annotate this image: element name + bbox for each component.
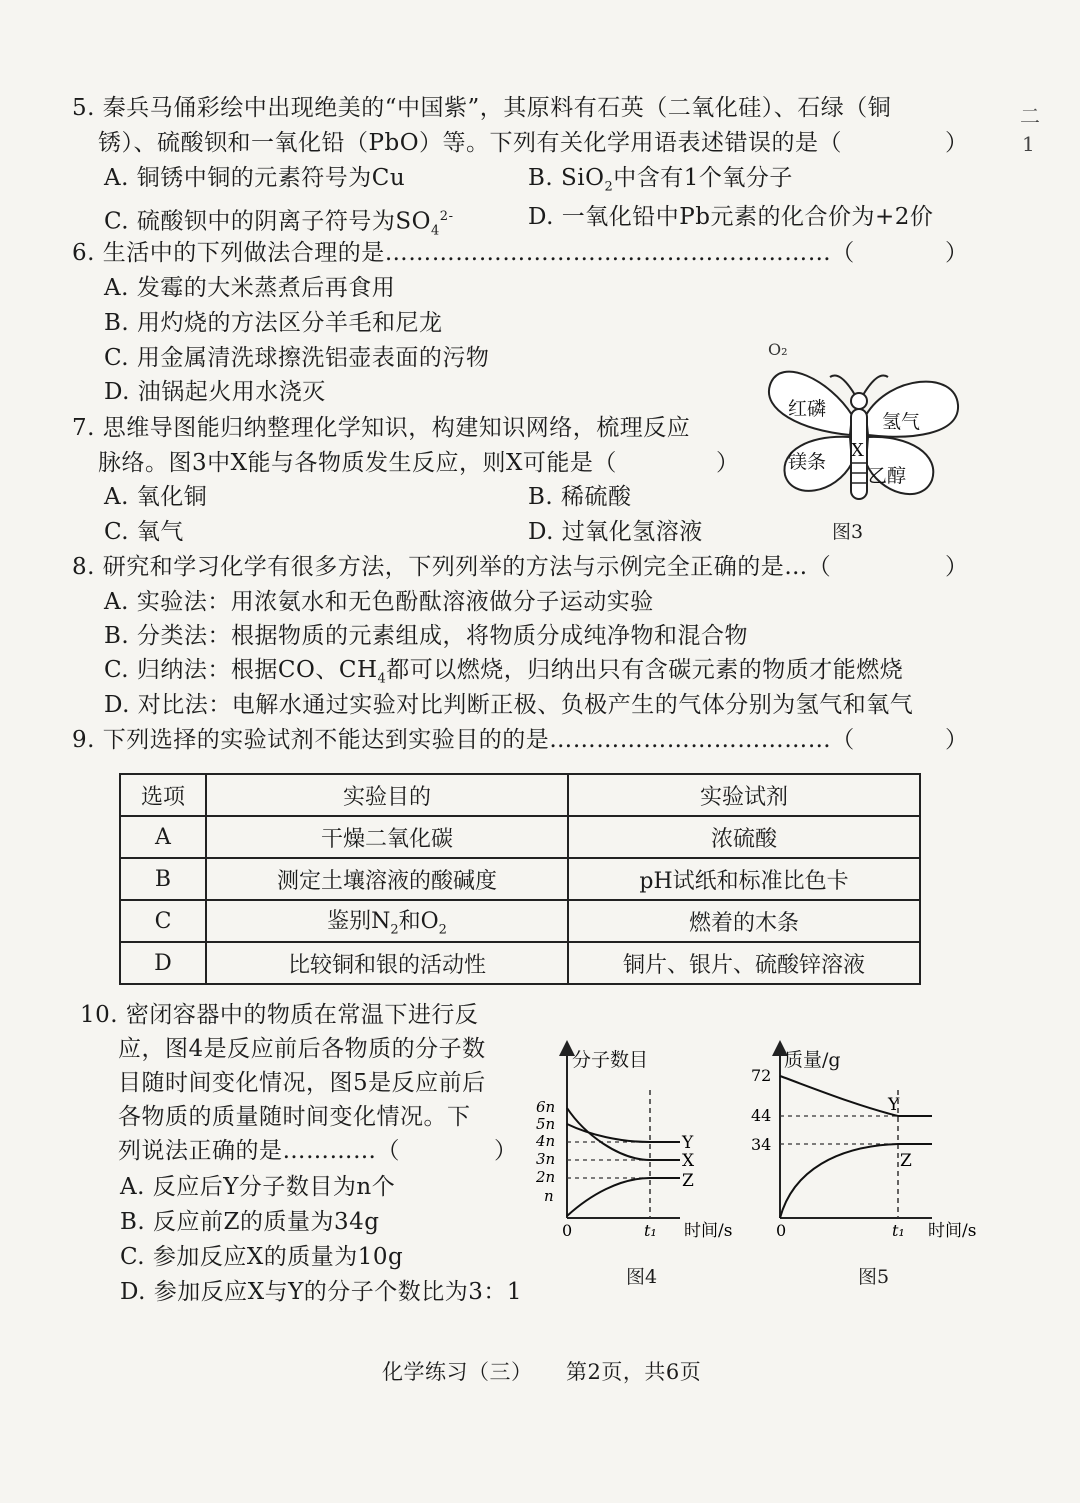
fig3-caption: 图3 <box>832 521 864 543</box>
fig5-curve-y <box>780 1076 932 1116</box>
q6-stem: 6. 生活中的下列做法合理的是…………………………………………………（ <box>72 240 855 266</box>
q5-option-a: A. 铜锈中铜的元素符号为Cu <box>104 165 406 191</box>
q10-stem-line2: 应，图4是反应前后各物质的分子数 <box>118 1036 486 1062</box>
cell-option: A <box>120 816 206 858</box>
fig4-ytick-4n: 4n <box>536 1132 556 1150</box>
fig3-x-label: X <box>851 440 864 461</box>
q10-stem-line3: 目随时间变化情况，图5是反应前后 <box>118 1070 486 1096</box>
fig4-origin: 0 <box>562 1221 573 1240</box>
q6-option-b: B. 用灼烧的方法区分羊毛和尼龙 <box>104 310 443 336</box>
fig4-xlabel: 时间/s <box>684 1221 733 1241</box>
q9-stem: 9. 下列选择的实验试剂不能达到实验目的的是………………………………（ <box>72 727 855 753</box>
q10-option-c: C. 参加反应X的质量为10g <box>120 1244 404 1270</box>
fig4-curve-x <box>567 1108 680 1160</box>
cell-purpose: 干燥二氧化碳 <box>206 816 568 858</box>
fig4-ytick-5n: 5n <box>536 1115 556 1133</box>
fig4-ytick-2n: 2n <box>536 1168 556 1186</box>
cell-reagent: 浓硫酸 <box>568 816 920 858</box>
cell-reagent: pH试纸和标准比色卡 <box>568 858 920 900</box>
fig3-label-ethanol: 乙醇 <box>868 465 907 487</box>
q7-option-a: A. 氧化铜 <box>104 484 208 510</box>
figure-3-butterfly <box>760 335 970 510</box>
q7-stem-line1: 7. 思维导图能归纳整理化学知识，构建知识网络，梳理反应 <box>72 415 691 441</box>
fig5-t1: t₁ <box>892 1221 905 1240</box>
cell-option: B <box>120 858 206 900</box>
antenna-right <box>863 375 888 395</box>
fig4-series-z: Z <box>682 1171 694 1191</box>
q6-option-a: A. 发霉的大米蒸煮后再食用 <box>104 275 396 301</box>
header-purpose: 实验目的 <box>206 774 568 816</box>
fig4-ylabel: 分子数目 <box>572 1049 649 1071</box>
fig3-label-red-phosphorus: 红磷 <box>788 398 827 420</box>
fig5-series-y: Y <box>888 1095 900 1115</box>
cell-purpose: 比较铜和银的活动性 <box>206 942 568 984</box>
fig4-series-y: Y <box>682 1133 694 1153</box>
fig4-caption: 图4 <box>626 1266 658 1288</box>
q8-answer-paren: ） <box>945 554 968 580</box>
q7-answer-paren: ） <box>716 450 739 476</box>
q6-option-d: D. 油锅起火用水浇灭 <box>104 379 326 405</box>
q5-stem-line2: 锈）、硫酸钡和一氧化铅（PbO）等。下列有关化学用语表述错误的是（ <box>98 130 843 156</box>
edge-mark-top: 二 <box>1020 104 1040 128</box>
header-reagent: 实验试剂 <box>568 774 920 816</box>
q10-option-b: B. 反应前Z的质量为34g <box>120 1209 380 1235</box>
q10-stem-line5: 列说法正确的是…………（ <box>118 1138 400 1164</box>
fig4-t1: t₁ <box>644 1221 657 1240</box>
q5-answer-paren: ） <box>945 130 968 156</box>
q5-option-c: C. 硫酸钡中的阴离子符号为$SO_4^{2-}$ <box>104 208 454 239</box>
q7-option-b: B. 稀硫酸 <box>528 484 632 510</box>
fig3-corner-mark: O₂ <box>768 340 788 359</box>
fig5-ytick-72: 72 <box>751 1066 772 1085</box>
cell-reagent: 燃着的木条 <box>568 900 920 942</box>
q5-option-b: B. SiO$_2$中含有1个氧分子 <box>528 165 793 195</box>
q10-answer-paren: ） <box>494 1138 517 1164</box>
fig5-caption: 图5 <box>858 1266 890 1288</box>
q8-option-c: C. 归纳法：根据CO、$CH_4$都可以燃烧，归纳出只有含碳元素的物质才能燃烧 <box>104 657 904 687</box>
q5-stem-line1: 5. 秦兵马俑彩绘中出现绝美的“中国紫”，其原料有石英（二氧化硅）、石绿（铜 <box>72 95 892 121</box>
q7-option-c: C. 氧气 <box>104 519 184 545</box>
fig5-series-z: Z <box>900 1151 912 1171</box>
q10-stem-line1: 10. 密闭容器中的物质在常温下进行反 <box>80 1002 479 1028</box>
header-option: 选项 <box>120 774 206 816</box>
q5-option-d: D. 一氧化铅中Pb元素的化合价为+2价 <box>528 204 934 230</box>
q8-option-a: A. 实验法：用浓氨水和无色酚酞溶液做分子运动实验 <box>104 589 654 615</box>
q9-answer-paren: ） <box>945 727 968 753</box>
table-row <box>120 858 920 900</box>
q6-answer-paren: ） <box>945 240 968 266</box>
q10-stem-line4: 各物质的质量随时间变化情况。下 <box>118 1104 471 1130</box>
cell-option: D <box>120 942 206 984</box>
fig4-series-x: X <box>682 1151 695 1171</box>
fig4-curve-y <box>567 1124 680 1142</box>
fig5-ylabel: 质量/g <box>784 1049 841 1071</box>
antenna-left <box>830 375 855 395</box>
fig4-curve-z <box>567 1178 680 1216</box>
fig5-xlabel: 时间/s <box>928 1221 977 1241</box>
fig4-ytick-6n: 6n <box>536 1098 556 1116</box>
q7-stem-line2: 脉络。图3中X能与各物质发生反应，则X可能是（ <box>98 450 617 476</box>
q10-option-d: D. 参加反应X与Y的分子个数比为3：1 <box>120 1279 523 1305</box>
q9-options-table <box>119 773 921 985</box>
figure-4-molecule-count-chart <box>530 1040 750 1250</box>
fig5-ytick-34: 34 <box>751 1135 772 1154</box>
table-row <box>120 816 920 858</box>
fig5-origin: 0 <box>776 1221 787 1240</box>
q6-option-c: C. 用金属清洗球擦洗铝壶表面的污物 <box>104 345 490 371</box>
cell-purpose: 测定土壤溶液的酸碱度 <box>206 858 568 900</box>
footer-page-number: 第2页，共6页 <box>566 1360 702 1384</box>
q10-option-a: A. 反应后Y分子数目为n个 <box>120 1174 396 1200</box>
q8-option-d: D. 对比法：电解水通过实验对比判断正极、负极产生的气体分别为氢气和氧气 <box>104 692 914 718</box>
fig4-ytick-n: n <box>544 1187 554 1205</box>
table-row <box>120 900 920 942</box>
fig5-ytick-44: 44 <box>751 1106 772 1125</box>
table-header-row <box>120 774 920 816</box>
q7-option-d: D. 过氧化氢溶液 <box>528 519 703 545</box>
table-row <box>120 942 920 984</box>
footer-title: 化学练习（三） <box>382 1360 533 1384</box>
fig3-label-hydrogen: 氢气 <box>882 411 921 433</box>
edge-mark-bottom: 1 <box>1022 132 1035 156</box>
figure-5-mass-chart <box>748 1040 998 1250</box>
fig4-ytick-3n: 3n <box>536 1150 556 1168</box>
q8-option-b: B. 分类法：根据物质的元素组成，将物质分成纯净物和混合物 <box>104 623 749 649</box>
cell-reagent: 铜片、银片、硫酸锌溶液 <box>568 942 920 984</box>
fig3-label-magnesium: 镁条 <box>788 451 827 473</box>
q8-stem: 8. 研究和学习化学有很多方法，下列列举的方法与示例完全正确的是…（ <box>72 554 832 580</box>
cell-option: C <box>120 900 206 942</box>
butterfly-head <box>851 393 867 409</box>
cell-purpose: 鉴别$N_2$和$O_2$ <box>206 900 568 942</box>
